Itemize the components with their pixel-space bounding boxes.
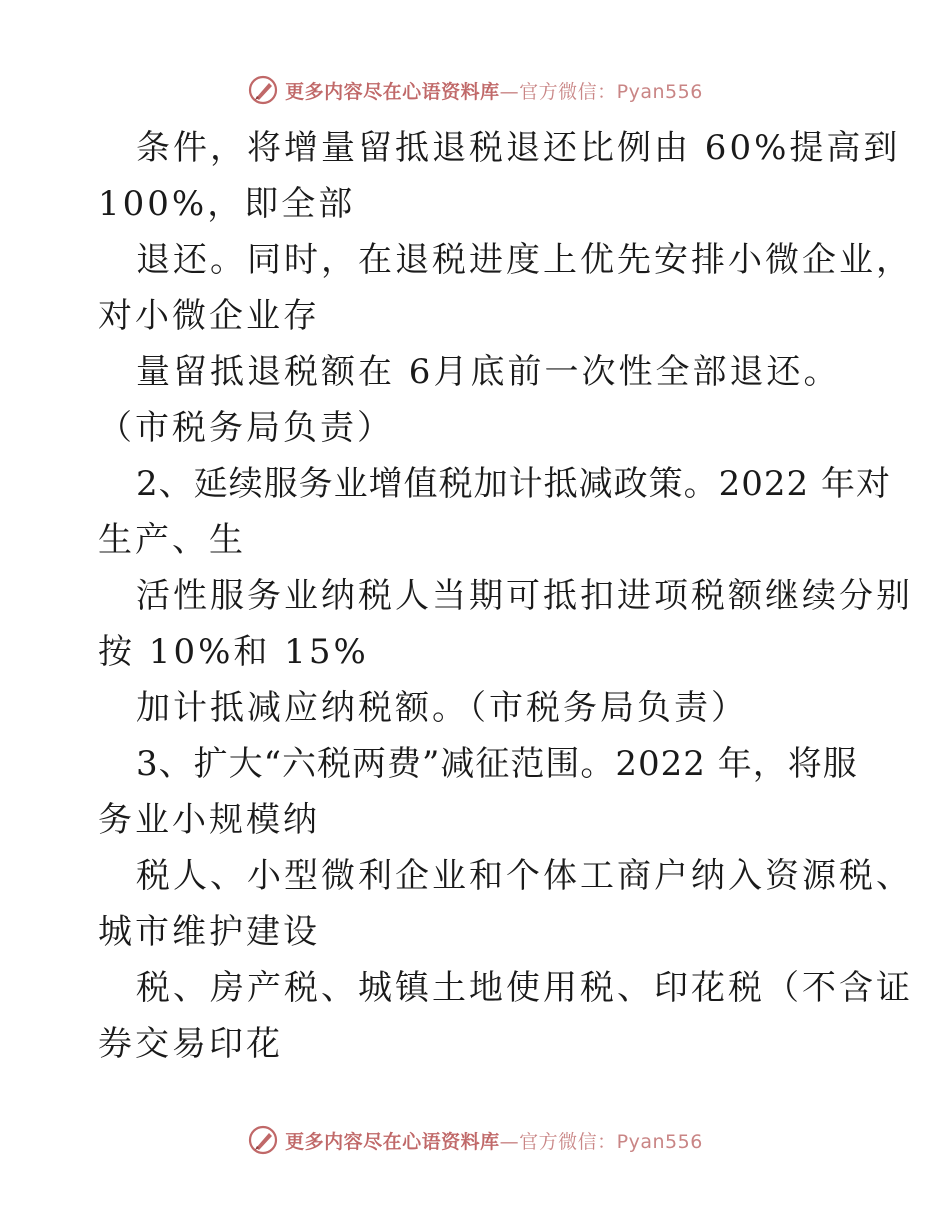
text-line-15: 城市维护建设: [98, 912, 320, 952]
watermark-group: [247, 1124, 703, 1156]
watermark-separator: —: [499, 80, 520, 103]
footer-watermark: [0, 1120, 950, 1160]
text-line-16: 税、房产税、城镇土地使用税、印花税（不含证: [136, 968, 913, 1008]
text-line-12: 3、扩大“六税两费”减征范围。2022 年，将服: [136, 744, 858, 784]
text-line-17: 券交易印花: [98, 1024, 283, 1064]
text-line-3: 退还。同时，在退税进度上优先安排小微企业，: [136, 240, 913, 280]
watermark-brand: 更多内容尽在心语资料库: [285, 1130, 500, 1153]
watermark-separator: —: [499, 1130, 520, 1153]
text-line-7: 2、延续服务业增值税加计抵减政策。2022 年对: [136, 464, 891, 504]
text-line-13: 务业小规模纳: [98, 800, 320, 840]
watermark-text: [285, 77, 703, 104]
text-line-2: 100%，即全部: [98, 184, 356, 224]
watermark-text: [285, 1127, 703, 1154]
watermark-contact: 官方微信：Pyan556: [519, 1130, 703, 1153]
text-line-1: 条件，将增量留抵退税退还比例由 60%提高到: [136, 128, 901, 168]
text-line-14: 税人、小型微利企业和个体工商户纳入资源税、: [136, 856, 913, 896]
quill-pen-logo-icon: [247, 1124, 279, 1156]
header-watermark: [0, 70, 950, 110]
text-line-9: 活性服务业纳税人当期可抵扣进项税额继续分别: [136, 576, 913, 616]
watermark-contact: 官方微信：Pyan556: [519, 80, 703, 103]
text-line-4: 对小微企业存: [98, 296, 320, 336]
watermark-brand: 更多内容尽在心语资料库: [285, 80, 500, 103]
text-line-11: 加计抵减应纳税额。（市税务局负责）: [136, 688, 748, 728]
text-line-8: 生产、生: [98, 520, 246, 560]
document-body: [98, 120, 913, 1072]
text-line-10: 按 10%和 15%: [98, 632, 369, 672]
text-line-6: （市税务局负责）: [98, 408, 394, 448]
watermark-group: [247, 74, 703, 106]
text-line-5: 量留抵退税额在 6月底前一次性全部退还。: [136, 352, 841, 392]
quill-pen-logo-icon: [247, 74, 279, 106]
